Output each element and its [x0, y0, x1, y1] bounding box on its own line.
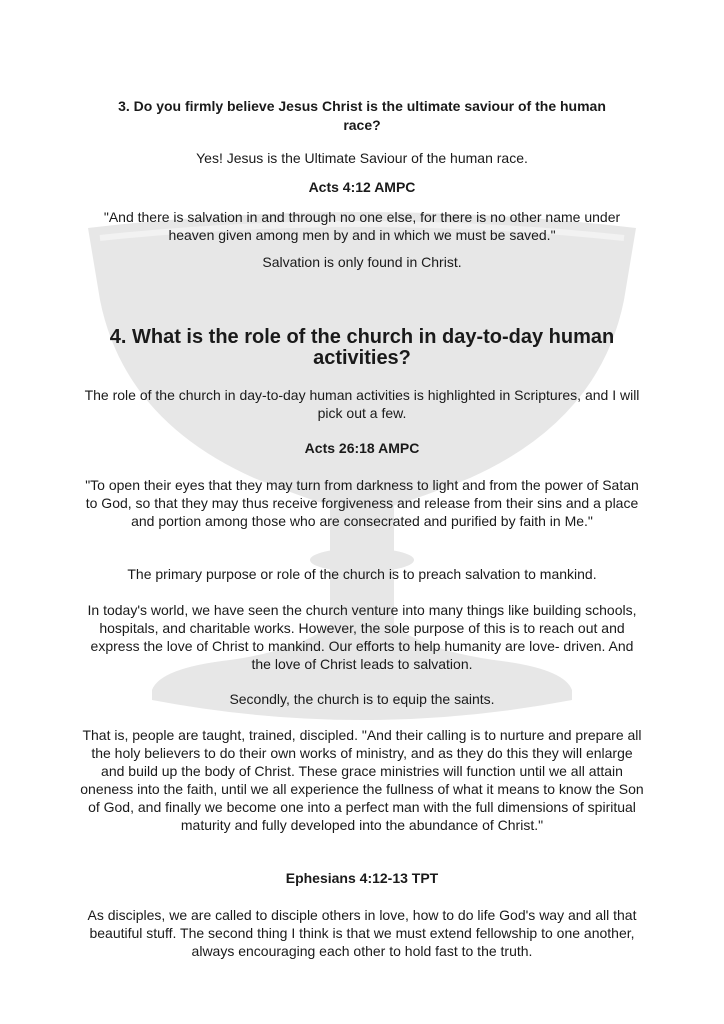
question-4-heading: 4. What is the role of the church in day-to-day human activities? [109, 326, 615, 369]
todays-world-paragraph: In today's world, we have seen the church venture into many things like building schools, hospitals, and charitable works. However, the sole purpose of this is to reach out and express the love of Christ to mankind. Our efforts to help humanity are love- driven. And the love of Christ leads to salvation. [87, 602, 637, 672]
acts-26-18-reference: Acts 26:18 AMPC [304, 440, 420, 456]
equip-saints-quote: That is, people are taught, trained, discipled. "And their calling is to nurture and prepare all the holy believers to do their own works of ministry, and as they do this they will enlarge and build up the body of Christ. These grace ministries will function until we all attain oneness into the faith, until we all experience the fullness of what it means to know the Son of God, and finally we become one into a perfect man with the full dimensions of spiritual maturity and fully developed into the abundance of Christ." [80, 727, 644, 833]
question-4-intro: The role of the church in day-to-day human activities is highlighted in Scriptures, and I will pick out a few. [84, 387, 640, 421]
question-3-conclusion: Salvation is only found in Christ. [262, 254, 462, 270]
acts-4-12-reference: Acts 4:12 AMPC [308, 179, 416, 195]
acts-26-18-quote: "To open their eyes that they may turn from darkness to light and from the power of Satan to God, so that they may thus receive forgiveness and release from their sins and a place and portion among those who are consecrated and purified by faith in Me." [85, 477, 639, 529]
disciples-paragraph: As disciples, we are called to disciple others in love, how to do life God's way and all that beautiful stuff. The second thing I think is that we must extend fellowship to one another, always encouraging each other to hold fast to the truth. [87, 907, 637, 959]
question-3-heading: 3. Do you firmly believe Jesus Christ is the ultimate saviour of the human race? [118, 98, 606, 133]
primary-purpose-paragraph: The primary purpose or role of the church is to preach salvation to mankind. [127, 566, 597, 582]
ephesians-reference: Ephesians 4:12-13 TPT [285, 870, 439, 886]
equip-saints-paragraph: Secondly, the church is to equip the saints. [229, 691, 495, 707]
acts-4-12-quote: "And there is salvation in and through no one else, for there is no other name under heaven given among men by and in which we must be saved." [103, 209, 621, 243]
question-3-answer: Yes! Jesus is the Ultimate Saviour of the human race. [196, 150, 528, 166]
